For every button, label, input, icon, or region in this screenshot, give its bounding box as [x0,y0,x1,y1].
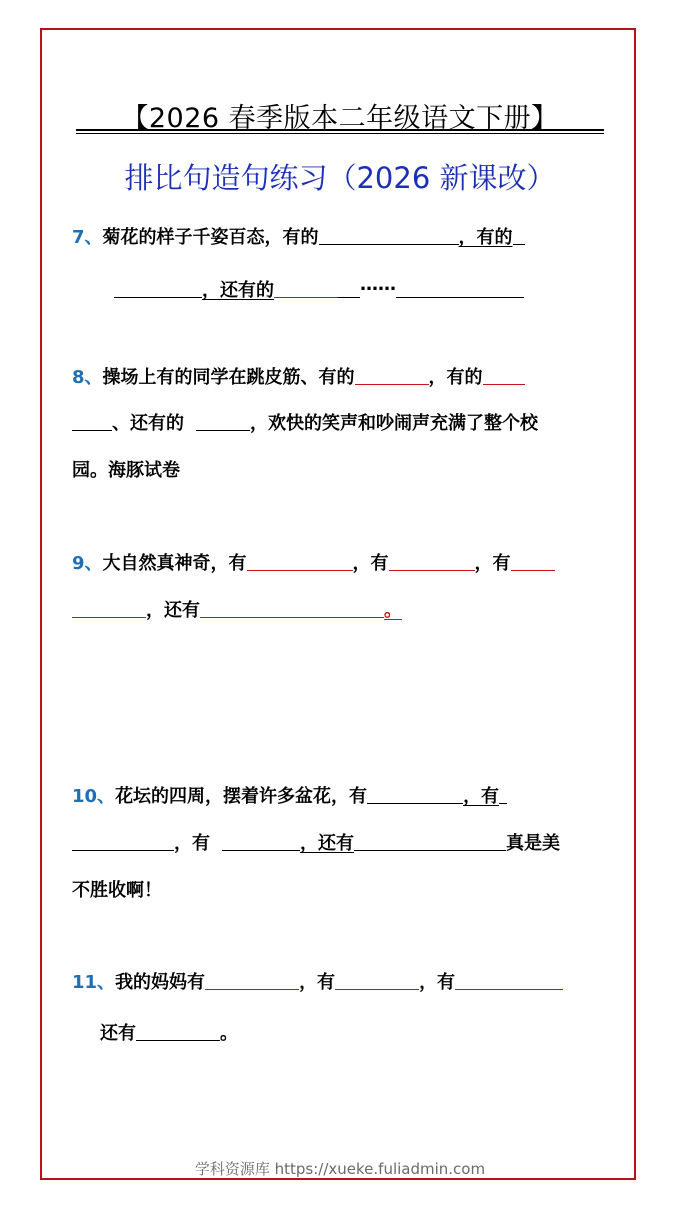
question-11-blank-4[interactable] [136,1022,220,1041]
question-11-text-d: 还有 [100,1023,136,1044]
question-10-blank-1[interactable] [367,785,463,804]
question-10-text-c: ，有 [174,833,210,854]
question-10-line-3 [72,879,162,903]
question-10-text-e: 真是美 [506,833,560,854]
question-11-blank-1[interactable] [205,971,299,990]
question-10-line-1 [72,785,507,809]
question-8-text-a: 操场上有的同学在跳皮筋、有的 [102,367,355,388]
question-9-text-b: ，有 [352,553,389,574]
question-8-blank-2[interactable] [483,366,525,385]
question-7-blank-4[interactable] [396,279,524,298]
question-7-text-b: ，有的 [458,227,513,248]
question-7-text-a: 菊花的样子千姿百态，有的 [102,227,319,248]
question-11-line-1 [72,971,563,995]
question-10-blank-4[interactable] [354,832,506,851]
question-10-number: 10、 [72,786,116,807]
question-11-text-e: 。 [220,1023,238,1044]
question-7-line-2 [114,273,524,303]
question-9-text-d: ，还有 [146,600,200,621]
question-11-text-b: ，有 [299,972,336,993]
question-7-blank-1-tail [513,226,525,245]
question-8-blank-3[interactable] [196,412,250,431]
question-7-ellipsis: …… [360,274,396,295]
question-9-text-a: 大自然真神奇，有 [102,553,247,574]
question-8-line-2 [72,412,538,436]
question-9-blank-3[interactable] [511,552,555,571]
title-double-rule [76,129,604,134]
question-7-blank-2[interactable] [114,279,202,298]
question-10-text-a: 花坛的四周，摆着许多盆花，有 [115,786,368,807]
question-9-blank-4[interactable] [200,599,384,618]
question-8-text-c: 、还有的 [112,413,184,434]
question-9-line-2 [72,599,402,623]
question-9-blank-1[interactable] [247,552,353,571]
question-8-text-e: 园。海豚试卷 [72,460,180,481]
question-11-text-a: 我的妈妈有 [115,972,206,993]
question-8-text-d: ，欢快的笑声和吵闹声充满了整个校 [250,413,538,434]
question-11-text-c: ，有 [419,972,456,993]
question-7-number: 7、 [72,227,103,248]
question-8-line-1 [72,366,525,390]
question-8-blank-1[interactable] [355,366,429,385]
question-7-blank-3-tail [338,279,360,298]
question-11-line-2 [100,1022,238,1046]
question-8-blank-2-cont[interactable] [72,412,112,431]
question-7-text-c: ，还有的 [202,280,274,301]
question-9-blank-2[interactable] [389,552,475,571]
question-9-blank-3-cont[interactable] [72,599,146,618]
question-10-line-2 [72,832,560,856]
question-9-line-1 [72,552,555,576]
question-8-text-b: ，有的 [428,367,483,388]
question-10-blank-3[interactable] [222,832,300,851]
question-10-text-b: ，有 [463,786,500,807]
question-9-text-e: 。 [384,600,402,621]
question-11-blank-2[interactable] [335,971,419,990]
question-10-blank-2[interactable] [72,832,174,851]
question-10-blank-1-tail [499,785,507,804]
document-subtitle: 排比句造句练习（2026 新课改） [124,161,556,195]
question-8-line-3 [72,459,180,483]
question-11-number: 11、 [72,972,116,993]
question-10-text-f: 不胜收啊！ [72,880,162,901]
document-title: 【2026 春季版本二年级语文下册】 [121,103,559,134]
question-10-text-d: ，还有 [300,833,354,854]
question-11-blank-3[interactable] [455,971,563,990]
question-9-number: 9、 [72,553,103,574]
footer-source: 学科资源库 https://xueke.fuliadmin.com [194,1160,486,1178]
question-8-number: 8、 [72,367,103,388]
question-7-blank-3[interactable] [274,279,338,298]
question-7-blank-1[interactable] [319,226,459,245]
question-7-line-1 [72,226,525,250]
question-9-text-c: ，有 [474,553,511,574]
